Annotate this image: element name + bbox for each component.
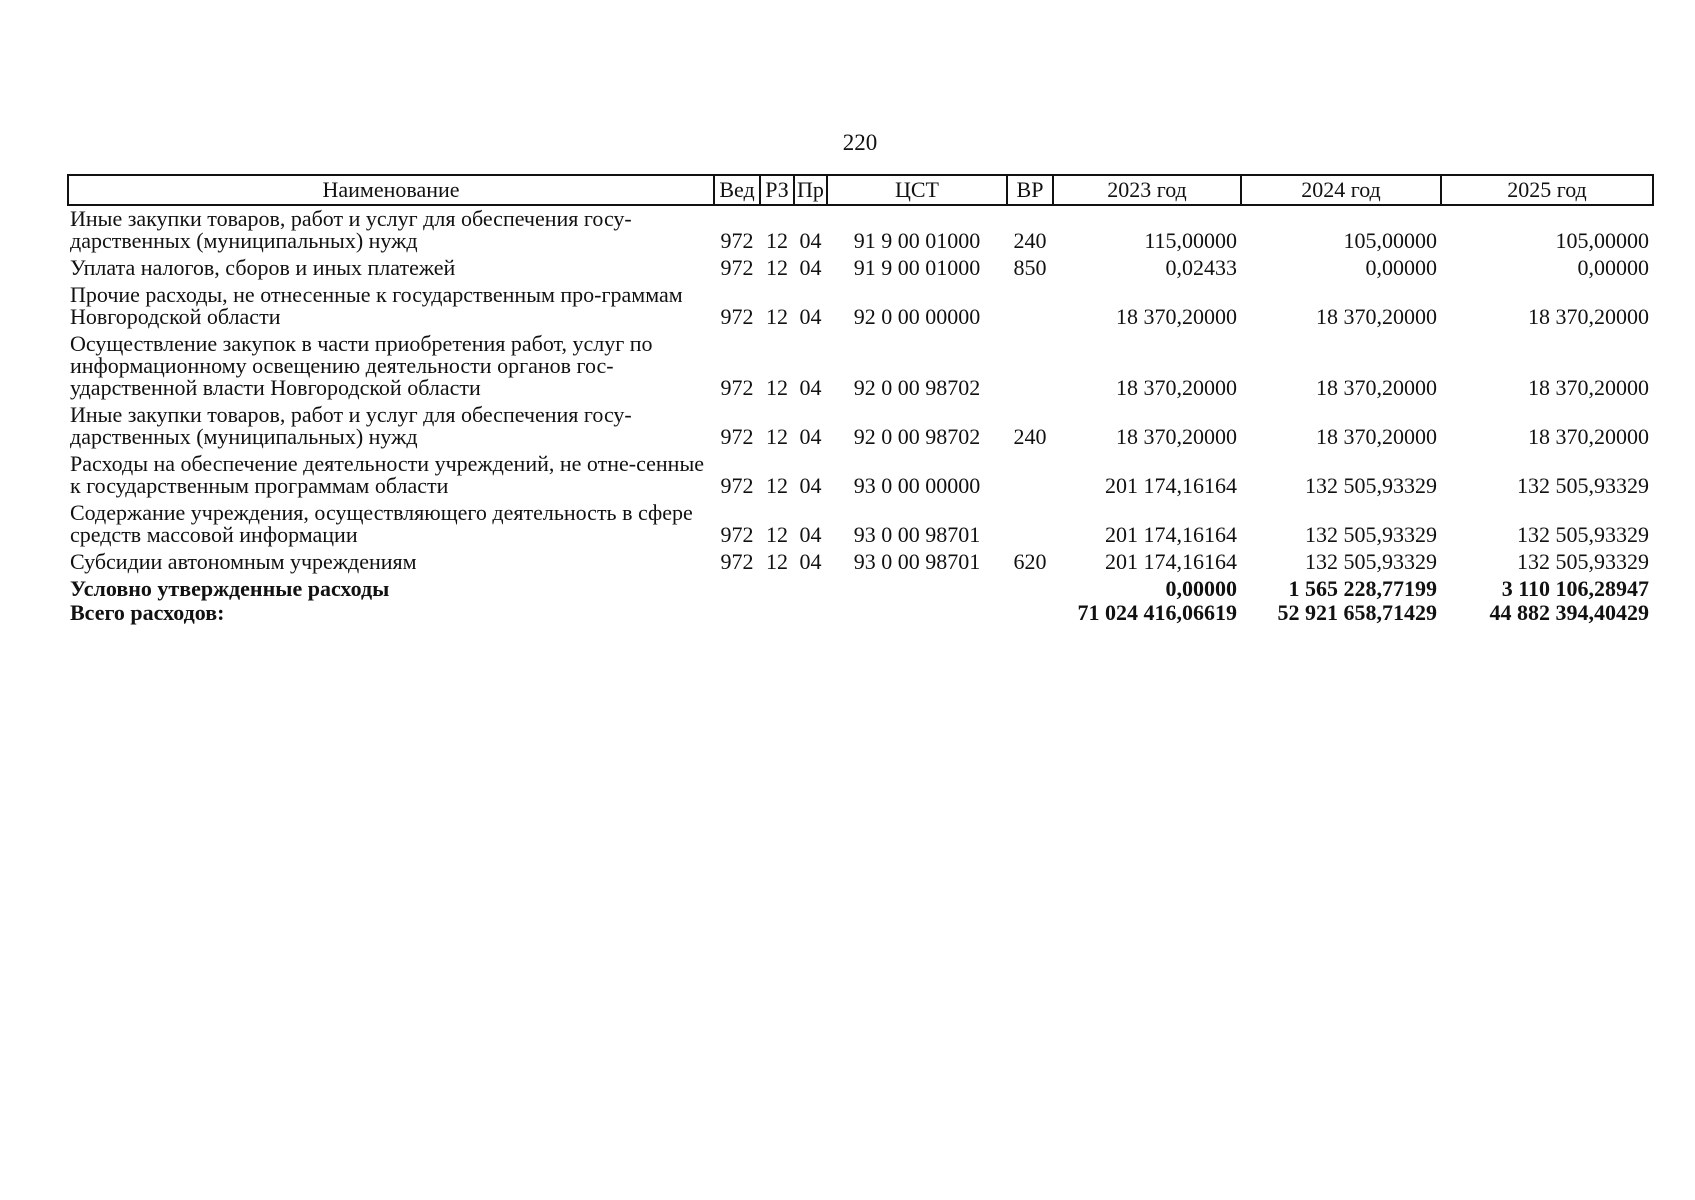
row-vr [1007, 282, 1053, 331]
row-rz: 12 [766, 255, 788, 280]
row-name: Иные закупки товаров, работ и услуг для обеспечения госу-дарственных (муниципальных) нужд [70, 402, 632, 449]
row-vr [1007, 500, 1053, 549]
table-row [68, 331, 1653, 402]
row-pr: 04 [799, 375, 822, 400]
total-2024: 1 565 228,77199 [1288, 576, 1437, 601]
row-2024: 0,00000 [1365, 255, 1437, 280]
row-rz: 12 [766, 375, 788, 400]
row-rz: 12 [766, 228, 788, 253]
row-vr: 240 [1013, 228, 1047, 253]
row-rz: 12 [766, 473, 788, 498]
row-2023: 18 370,20000 [1116, 424, 1237, 449]
row-pr: 04 [799, 522, 822, 547]
row-ved: 972 [720, 522, 754, 547]
row-name: Иные закупки товаров, работ и услуг для обеспечения госу-дарственных (муниципальных) нужд [70, 206, 632, 253]
row-name: Субсидии автономным учреждениям [70, 549, 417, 574]
row-rz: 12 [766, 424, 788, 449]
row-pr: 04 [799, 424, 822, 449]
row-pr: 04 [799, 255, 822, 280]
header-ved: Вед [714, 175, 760, 205]
row-2025: 18 370,20000 [1528, 304, 1649, 329]
total-2025: 44 882 394,40429 [1489, 600, 1649, 625]
row-cst: 93 0 00 98701 [853, 522, 981, 547]
table-row [68, 451, 1653, 500]
row-cst: 93 0 00 98701 [853, 549, 981, 574]
row-2024: 132 505,93329 [1305, 549, 1437, 574]
row-name: Прочие расходы, не отнесенные к государственным про-граммам Новгородской области [70, 282, 683, 329]
row-ved: 972 [720, 255, 754, 280]
header-pr: Пр [794, 175, 827, 205]
row-ved: 972 [720, 424, 754, 449]
row-vr [1007, 331, 1053, 402]
header-2023: 2023 год [1053, 175, 1241, 205]
row-2024: 18 370,20000 [1316, 304, 1437, 329]
table-row [68, 500, 1653, 549]
total-name: Условно утвержденные расходы [70, 576, 390, 601]
row-name: Расходы на обеспечение деятельности учреждений, не отне-сенные к государственным программам области [70, 451, 704, 498]
header-rz: РЗ [760, 175, 794, 205]
table-row [68, 402, 1653, 451]
header-cst: ЦСТ [827, 175, 1007, 205]
total-row-all [68, 600, 1653, 624]
row-vr: 850 [1013, 255, 1047, 280]
header-2025: 2025 год [1441, 175, 1653, 205]
total-row-conditional [68, 576, 1653, 600]
row-ved: 972 [720, 228, 754, 253]
row-2025: 18 370,20000 [1528, 424, 1649, 449]
row-2025: 132 505,93329 [1517, 522, 1649, 547]
table-row [68, 282, 1653, 331]
row-vr: 620 [1013, 549, 1047, 574]
table-row [68, 549, 1653, 576]
row-ved: 972 [720, 473, 754, 498]
row-rz: 12 [766, 304, 788, 329]
page-number: 220 [842, 130, 878, 155]
row-name: Уплата налогов, сборов и иных платежей [70, 255, 456, 280]
row-pr: 04 [799, 473, 822, 498]
total-2025: 3 110 106,28947 [1501, 576, 1649, 601]
row-cst: 92 0 00 98702 [853, 375, 981, 400]
row-2023: 18 370,20000 [1116, 304, 1237, 329]
row-2025: 105,00000 [1555, 228, 1649, 253]
row-2025: 0,00000 [1577, 255, 1649, 280]
row-rz: 12 [766, 522, 788, 547]
row-cst: 92 0 00 98702 [853, 424, 981, 449]
row-name: Содержание учреждения, осуществляющего деятельность в сфере средств массовой информации [70, 500, 693, 547]
row-cst: 91 9 00 01000 [853, 228, 981, 253]
total-name: Всего расходов: [70, 600, 225, 625]
header-name: Наименование [68, 175, 714, 205]
budget-table-container [67, 174, 1652, 624]
row-pr: 04 [799, 304, 822, 329]
row-2024: 18 370,20000 [1316, 375, 1437, 400]
budget-table [67, 174, 1654, 624]
row-2023: 0,02433 [1165, 255, 1237, 280]
row-2023: 115,00000 [1144, 228, 1237, 253]
row-cst: 93 0 00 00000 [853, 473, 981, 498]
row-2023: 18 370,20000 [1116, 375, 1237, 400]
table-row [68, 255, 1653, 282]
row-2025: 132 505,93329 [1517, 549, 1649, 574]
row-vr: 240 [1013, 424, 1047, 449]
row-2024: 132 505,93329 [1305, 473, 1437, 498]
row-2025: 18 370,20000 [1528, 375, 1649, 400]
header-2024: 2024 год [1241, 175, 1441, 205]
row-2024: 105,00000 [1343, 228, 1437, 253]
row-2024: 132 505,93329 [1305, 522, 1437, 547]
row-ved: 972 [720, 304, 754, 329]
row-cst: 91 9 00 01000 [853, 255, 981, 280]
row-2023: 201 174,16164 [1105, 549, 1237, 574]
row-name: Осуществление закупок в части приобретения работ, услуг по информационному освещению деятельности органов гос-ударственной власти Новгородской области [70, 331, 653, 400]
row-rz: 12 [766, 549, 788, 574]
row-2023: 201 174,16164 [1105, 473, 1237, 498]
row-pr: 04 [799, 228, 822, 253]
row-vr [1007, 451, 1053, 500]
row-2023: 201 174,16164 [1105, 522, 1237, 547]
table-header-row [68, 175, 1653, 205]
table-row [68, 205, 1653, 255]
total-2023: 71 024 416,06619 [1077, 600, 1237, 625]
row-ved: 972 [720, 549, 754, 574]
row-2024: 18 370,20000 [1316, 424, 1437, 449]
total-2024: 52 921 658,71429 [1277, 600, 1437, 625]
row-2025: 132 505,93329 [1517, 473, 1649, 498]
row-ved: 972 [720, 375, 754, 400]
row-pr: 04 [799, 549, 822, 574]
header-vr: ВР [1007, 175, 1053, 205]
total-2023: 0,00000 [1165, 576, 1237, 601]
row-cst: 92 0 00 00000 [853, 304, 981, 329]
